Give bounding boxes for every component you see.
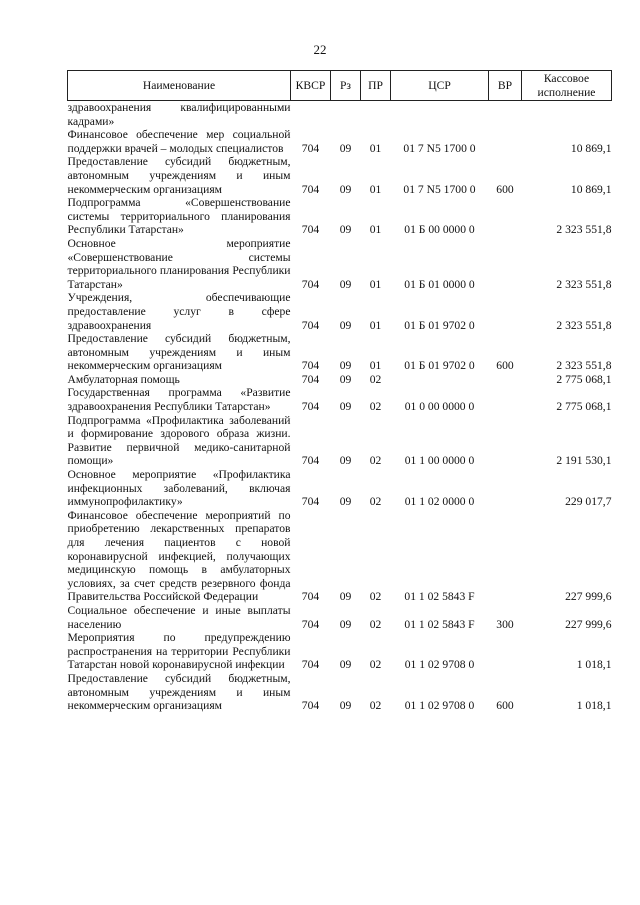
row-sum: 1 018,1 — [576, 658, 612, 672]
row-sum: 2 775 068,1 — [556, 372, 612, 386]
table-row — [68, 414, 612, 468]
row-kvsr: 704 — [301, 182, 320, 196]
row-rz: 09 — [339, 359, 352, 373]
row-vr: 600 — [496, 182, 514, 196]
row-kvsr: 704 — [301, 372, 320, 386]
page-number: 22 — [313, 42, 327, 57]
row-rz: 09 — [339, 182, 352, 196]
table-row — [68, 237, 612, 291]
header-kvsr: КВСР — [291, 71, 331, 101]
row-csr: 01 1 02 0000 0 — [404, 495, 475, 509]
table-row — [68, 631, 612, 672]
table-row — [68, 101, 612, 129]
row-pr: 02 — [369, 495, 382, 509]
row-vr: 300 — [496, 617, 514, 631]
table-row — [68, 386, 612, 413]
row-csr: 01 Б 01 0000 0 — [404, 277, 475, 291]
row-name: Финансовое обеспечение мероприятий по приобретению лекарственных препаратов для лечения пациентов с новой коронавирусной инфекцией, получающих медицинскую помощь в амбулаторных условиях, за счет средств резервного фонда Правительства Российской Федерации — [67, 508, 291, 604]
header-sum: Кассовое исполнение — [522, 71, 612, 101]
row-vr — [489, 237, 522, 291]
row-csr: 01 1 00 0000 0 — [404, 454, 475, 468]
row-pr: 01 — [369, 359, 382, 373]
row-rz: 09 — [339, 699, 352, 713]
row-sum — [522, 101, 612, 129]
row-name: Предоставление субсидий бюджетным, автономным учреждениям и иным некоммерческим организациям — [67, 671, 291, 713]
row-sum: 2 323 551,8 — [556, 359, 612, 373]
row-rz: 09 — [339, 277, 352, 291]
header-csr: ЦСР — [391, 71, 489, 101]
row-rz: 09 — [339, 495, 352, 509]
row-rz: 09 — [339, 658, 352, 672]
row-vr — [489, 196, 522, 237]
row-csr — [391, 101, 489, 129]
row-sum: 227 999,6 — [565, 590, 612, 604]
row-name: Основное мероприятие «Совершенствование системы территориального планирования Республики Татарстан» — [67, 236, 291, 291]
row-pr: 02 — [369, 372, 382, 386]
row-sum: 227 999,6 — [565, 617, 612, 631]
row-name: Предоставление субсидий бюджетным, автономным учреждениям и иным некоммерческим организациям — [67, 332, 291, 373]
row-rz: 09 — [339, 372, 352, 386]
row-csr — [391, 373, 489, 387]
row-kvsr — [291, 101, 331, 129]
row-vr — [489, 631, 522, 672]
header-rz: Рз — [331, 71, 361, 101]
row-name: Подпрограмма «Совершенствование системы территориального планирования Республики Татарстан» — [67, 196, 291, 237]
row-vr — [489, 128, 522, 155]
row-kvsr: 704 — [301, 359, 320, 373]
row-kvsr: 704 — [301, 699, 320, 713]
table-header — [68, 71, 612, 101]
row-rz: 09 — [339, 400, 352, 414]
row-kvsr: 704 — [301, 454, 320, 468]
table-row — [68, 373, 612, 387]
row-pr: 02 — [369, 658, 382, 672]
row-pr: 02 — [369, 590, 382, 604]
row-pr: 01 — [369, 277, 382, 291]
budget-execution-table — [67, 70, 612, 713]
row-csr: 01 Б 01 9702 0 — [404, 318, 475, 332]
row-csr: 01 0 00 0000 0 — [404, 400, 475, 414]
row-kvsr: 704 — [301, 590, 320, 604]
row-kvsr: 704 — [301, 495, 320, 509]
row-rz: 09 — [339, 617, 352, 631]
row-sum: 2 775 068,1 — [556, 400, 612, 414]
row-pr — [361, 101, 391, 129]
table-row — [68, 672, 612, 713]
row-csr: 01 7 N5 1700 0 — [403, 182, 476, 196]
row-pr: 02 — [369, 400, 382, 414]
row-csr: 01 1 02 5843 F — [404, 590, 475, 604]
row-name: Финансовое обеспечение мер социальной поддержки врачей – молодых специалистов — [67, 128, 291, 155]
row-vr — [489, 509, 522, 604]
table-row — [68, 509, 612, 604]
row-kvsr: 704 — [301, 223, 320, 237]
row-pr: 01 — [369, 318, 382, 332]
table-row — [68, 291, 612, 332]
row-kvsr: 704 — [301, 141, 320, 155]
row-pr: 01 — [369, 223, 382, 237]
table-row — [68, 468, 612, 509]
table-row — [68, 155, 612, 196]
row-rz: 09 — [339, 223, 352, 237]
row-csr: 01 7 N5 1700 0 — [403, 141, 476, 155]
row-rz — [331, 101, 361, 129]
row-pr: 01 — [369, 141, 382, 155]
row-sum: 2 323 551,8 — [556, 318, 612, 332]
row-kvsr: 704 — [301, 400, 320, 414]
row-kvsr: 704 — [301, 277, 320, 291]
row-csr: 01 Б 01 9702 0 — [404, 359, 475, 373]
row-kvsr: 704 — [301, 617, 320, 631]
row-vr — [489, 468, 522, 509]
row-csr: 01 Б 00 0000 0 — [404, 223, 475, 237]
row-vr: 600 — [496, 359, 514, 373]
row-sum: 2 191 530,1 — [556, 454, 612, 468]
table-row — [68, 128, 612, 155]
row-name: Предоставление субсидий бюджетным, автономным учреждениям и иным некоммерческим организациям — [67, 155, 291, 196]
row-name: здравоохранения квалифицированными кадрами» — [67, 101, 291, 128]
row-sum: 229 017,7 — [565, 495, 612, 509]
row-sum: 10 869,1 — [570, 182, 612, 196]
row-vr — [489, 291, 522, 332]
row-vr — [489, 101, 522, 129]
row-name: Основное мероприятие «Профилактика инфекционных заболеваний, включая иммунопрофилактику» — [67, 468, 291, 509]
row-rz: 09 — [339, 590, 352, 604]
header-vr: ВР — [489, 71, 522, 101]
table-row — [68, 332, 612, 373]
row-vr — [489, 373, 522, 387]
row-csr: 01 1 02 9708 0 — [404, 699, 475, 713]
table-body — [68, 101, 612, 713]
row-name: Подпрограмма «Профилактика заболеваний и формирование здорового образа жизни. Развитие первичной медико-санитарной помощи» — [67, 413, 291, 468]
row-csr: 01 1 02 9708 0 — [404, 658, 475, 672]
row-pr: 02 — [369, 699, 382, 713]
row-name: Социальное обеспечение и иные выплаты населению — [67, 603, 291, 631]
header-pr: ПР — [361, 71, 391, 101]
row-vr — [489, 386, 522, 413]
row-vr — [489, 414, 522, 468]
row-pr: 02 — [369, 454, 382, 468]
row-rz: 09 — [339, 141, 352, 155]
row-name: Учреждения, обеспечивающие предоставление услуг в сфере здравоохранения — [67, 291, 291, 332]
row-vr: 600 — [496, 699, 514, 713]
row-name: Мероприятия по предупреждению распространения на территории Республики Татарстан новой коронавирусной инфекции — [67, 631, 291, 672]
row-name: Государственная программа «Развитие здравоохранения Республики Татарстан» — [67, 386, 291, 414]
row-rz: 09 — [339, 318, 352, 332]
row-csr: 01 1 02 5843 F — [404, 617, 475, 631]
row-pr: 01 — [369, 182, 382, 196]
row-sum: 2 323 551,8 — [556, 277, 612, 291]
row-sum: 2 323 551,8 — [556, 223, 612, 237]
row-rz: 09 — [339, 454, 352, 468]
row-kvsr: 704 — [301, 658, 320, 672]
row-sum: 1 018,1 — [576, 699, 612, 713]
row-sum: 10 869,1 — [570, 141, 612, 155]
header-name: Наименование — [68, 71, 291, 101]
row-name: Амбулаторная помощь — [67, 372, 180, 386]
row-pr: 02 — [369, 617, 382, 631]
row-kvsr: 704 — [301, 318, 320, 332]
table-row — [68, 196, 612, 237]
table-row — [68, 604, 612, 631]
